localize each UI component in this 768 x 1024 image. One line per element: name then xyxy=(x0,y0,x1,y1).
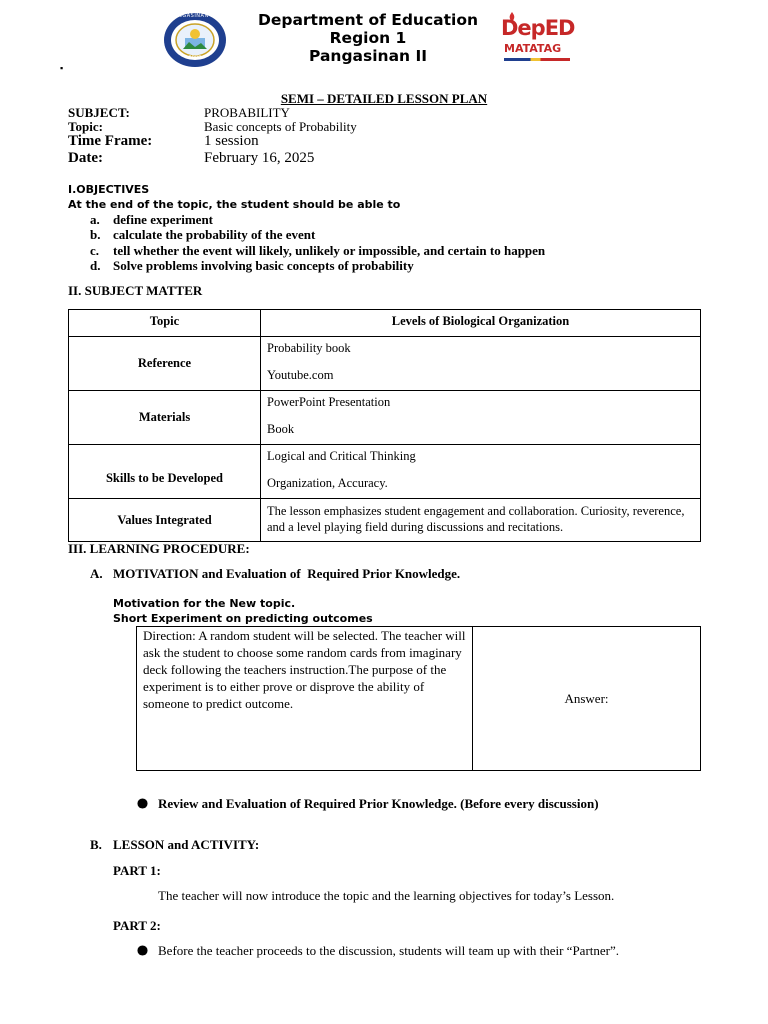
seal-year: 1990 xyxy=(188,55,202,61)
table-header-levels: Levels of Biological Organization xyxy=(261,310,701,337)
table-row xyxy=(69,499,701,542)
reference-line1: Probability book xyxy=(267,341,351,355)
matatag-subline xyxy=(504,58,570,61)
motivation-line2: Short Experiment on predicting outcomes xyxy=(113,612,373,625)
objectives-heading: I.OBJECTIVES xyxy=(68,183,150,196)
objective-c-letter: c. xyxy=(90,243,100,258)
stray-bullet: ▪ xyxy=(60,63,64,73)
date-label: Date: xyxy=(68,150,103,166)
part1-text: The teacher will now introduce the topic and the learning objectives for today’s Lesson. xyxy=(158,888,615,903)
timeframe-label: Time Frame: xyxy=(68,133,153,149)
subject-label: SUBJECT: xyxy=(68,105,130,120)
section-b-letter: B. xyxy=(90,837,102,852)
section-a-letter: A. xyxy=(90,566,103,581)
section-b-title: LESSON and ACTIVITY: xyxy=(113,837,260,852)
seal-text: PANGASINAN DIVISION II xyxy=(171,13,244,19)
row-label-skills: Skills to be Developed xyxy=(69,445,261,499)
part1-label: PART 1: xyxy=(113,863,161,878)
motivation-table xyxy=(136,626,701,771)
deped-wordmark: DepED xyxy=(501,16,575,40)
header-division: Pangasinan II xyxy=(309,47,427,65)
part2-bullet-icon xyxy=(137,945,148,956)
topic-label: Topic: xyxy=(68,119,103,134)
skills-line2: Organization, Accuracy. xyxy=(267,476,388,490)
table-row xyxy=(69,445,701,499)
row-label-reference: Reference xyxy=(69,337,261,391)
deped-logo xyxy=(501,12,573,66)
review-text: Review and Evaluation of Required Prior Knowledge. (Before every discussion) xyxy=(158,796,599,811)
objective-d-text: Solve problems involving basic concepts of probability xyxy=(113,258,414,273)
row-label-values: Values Integrated xyxy=(69,499,261,542)
objective-b-letter: b. xyxy=(90,227,101,242)
header-region: Region 1 xyxy=(329,29,407,47)
objective-a-letter: a. xyxy=(90,212,100,227)
date-value: February 16, 2025 xyxy=(204,150,315,166)
objective-b-text: calculate the probability of the event xyxy=(113,227,316,242)
subject-value: PROBABILITY xyxy=(204,105,290,120)
motivation-line1: Motivation for the New topic. xyxy=(113,597,296,610)
matatag-wordmark: MATATAG xyxy=(504,42,562,55)
timeframe-value: 1 session xyxy=(204,133,259,149)
topic-value: Basic concepts of Probability xyxy=(204,119,357,134)
review-bullet-icon xyxy=(137,798,148,809)
skills-line1: Logical and Critical Thinking xyxy=(267,449,416,463)
row-label-materials: Materials xyxy=(69,391,261,445)
plan-title: SEMI – DETAILED LESSON PLAN xyxy=(280,91,488,106)
objectives-intro: At the end of the topic, the student should be able to xyxy=(68,198,401,211)
materials-line1: PowerPoint Presentation xyxy=(267,395,391,409)
answer-cell: Answer: xyxy=(473,627,701,771)
table-row xyxy=(69,391,701,445)
part2-label: PART 2: xyxy=(113,918,161,933)
values-text: The lesson emphasizes student engagement and collaboration. Curiosity, reverence, and a level playing field during discussions and recitations. xyxy=(261,499,701,542)
materials-line2: Book xyxy=(267,422,295,436)
procedure-heading: III. LEARNING PROCEDURE: xyxy=(68,541,250,556)
objective-d-letter: d. xyxy=(90,258,101,273)
direction-cell: Direction: A random student will be selected. The teacher will ask the student to choose some random cards from imaginary deck following the teachers instruction.The purpose of the experiment is to either prove or disprove the ability of someone to predict outcome. xyxy=(137,627,473,771)
header-department: Department of Education xyxy=(257,11,479,29)
subject-matter-heading: II. SUBJECT MATTER xyxy=(68,283,203,298)
objective-a-text: define experiment xyxy=(113,212,214,227)
part2-text: Before the teacher proceeds to the discussion, students will team up with their “Partner”. xyxy=(158,943,619,958)
objective-c-text: tell whether the event will likely, unlikely or impossible, and certain to happen xyxy=(113,243,546,258)
subject-matter-table xyxy=(68,309,701,542)
section-a-title: MOTIVATION and Evaluation of Required Prior Knowledge. xyxy=(113,566,461,581)
reference-line2: Youtube.com xyxy=(267,368,334,382)
table-row xyxy=(69,337,701,391)
table-header-topic: Topic xyxy=(69,310,261,337)
